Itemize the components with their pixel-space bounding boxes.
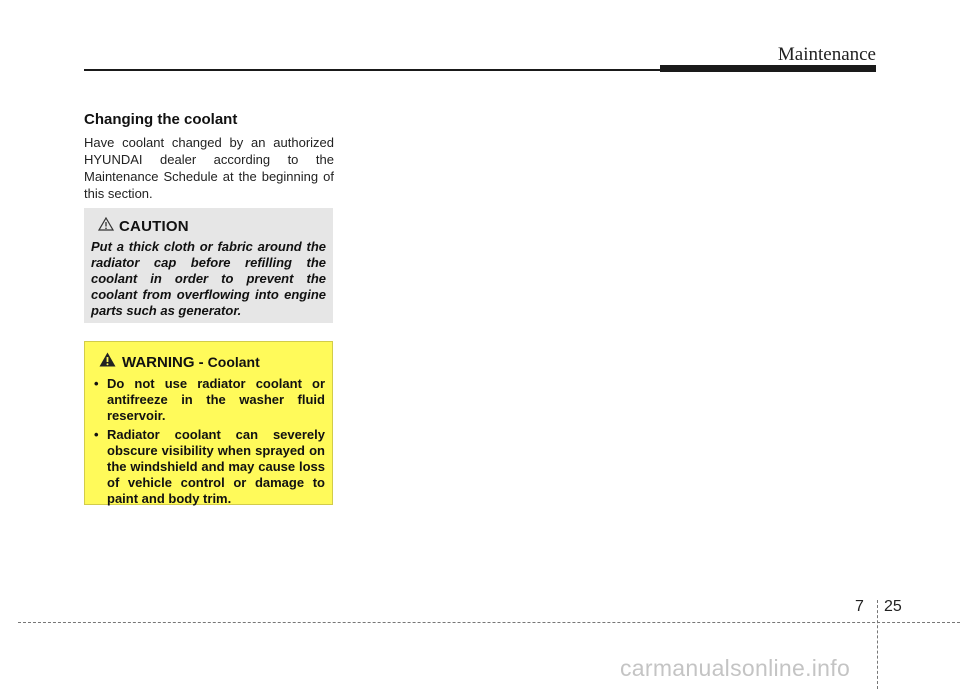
header-title: Maintenance bbox=[777, 44, 876, 65]
caution-title: CAUTION bbox=[119, 218, 189, 235]
watermark: carmanualsonline.info bbox=[620, 655, 851, 681]
caution-triangle-icon bbox=[98, 217, 119, 236]
bullet-icon: • bbox=[94, 376, 99, 391]
warning-triangle-icon bbox=[99, 352, 122, 372]
warning-box bbox=[84, 341, 333, 505]
section-title: Changing the coolant bbox=[84, 111, 238, 128]
footer-vertical-divider bbox=[877, 600, 878, 689]
page-chapter: 7 bbox=[855, 598, 864, 615]
warning-item bbox=[92, 427, 325, 507]
warning-item-text: Radiator coolant can severely obscure visibility when sprayed on the windshield and may cause loss of vehicle control or damage to paint and body trim. bbox=[107, 427, 325, 506]
warning-list bbox=[92, 376, 325, 507]
warning-item bbox=[92, 376, 325, 424]
warning-header bbox=[99, 352, 325, 372]
caution-text: Put a thick cloth or fabric around the radiator cap before refilling the coolant in order to prevent the coolant from overflowing into engine parts such as generator. bbox=[91, 239, 326, 318]
warning-subtitle: Coolant bbox=[207, 354, 260, 370]
caution-box bbox=[84, 208, 333, 323]
bullet-icon: • bbox=[94, 427, 99, 442]
header-rule bbox=[84, 69, 662, 71]
header-rule-thick bbox=[660, 65, 876, 72]
page-number: 25 bbox=[884, 598, 902, 615]
warning-title: WARNING - bbox=[122, 353, 204, 371]
caution-header bbox=[98, 217, 326, 236]
section-body: Have coolant changed by an authorized HYUNDAI dealer according to the Maintenance Schedule at the beginning of this section. bbox=[84, 135, 334, 201]
footer-divider bbox=[18, 622, 960, 623]
warning-item-text: Do not use radiator coolant or antifreeze in the washer fluid reservoir. bbox=[107, 376, 325, 423]
